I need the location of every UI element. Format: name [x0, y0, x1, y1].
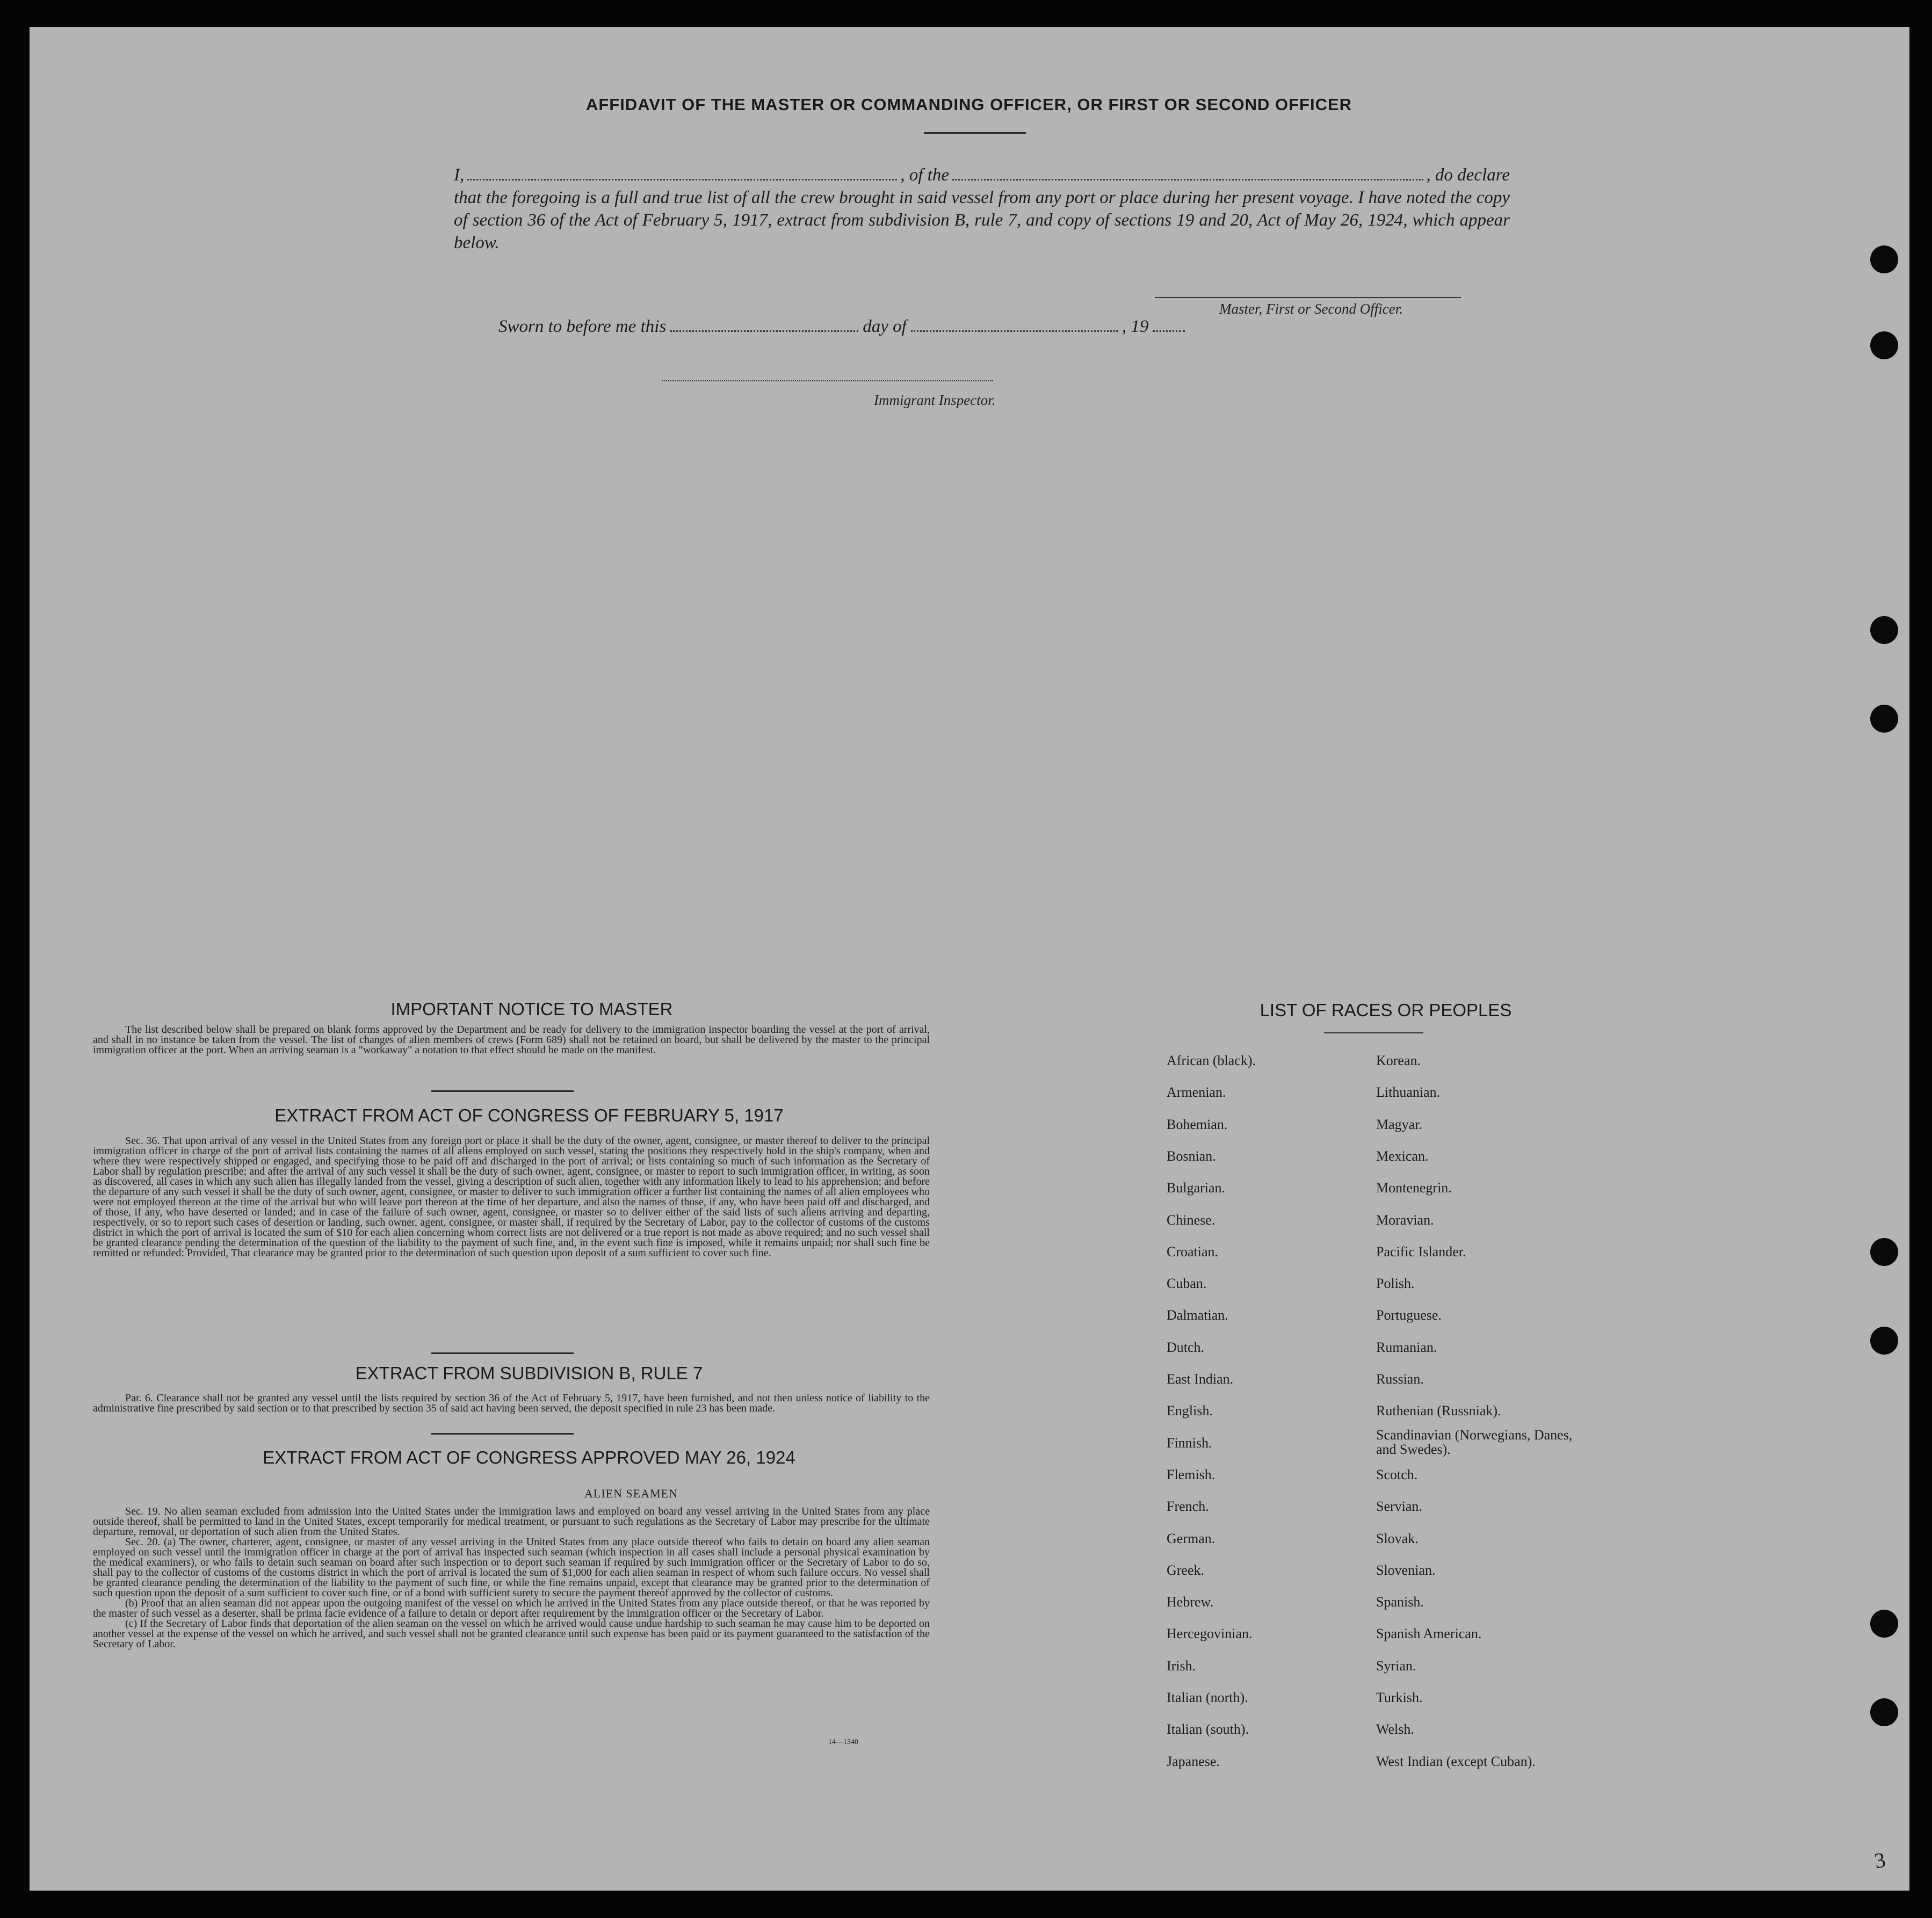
race-item: Montenegrin. — [1376, 1180, 1452, 1196]
race-item: Magyar. — [1376, 1116, 1422, 1132]
race-item: Polish. — [1376, 1276, 1415, 1292]
race-item: Hercegovinian. — [1167, 1626, 1253, 1642]
master-signature-caption: Master, First or Second Officer. — [1219, 301, 1403, 317]
race-item: Ruthenian (Russniak). — [1376, 1403, 1501, 1419]
sworn-day-blank[interactable] — [670, 317, 858, 332]
sworn-label: Sworn to before me this — [498, 317, 667, 336]
extract-1924-title: EXTRACT FROM ACT OF CONGRESS APPROVED MAY 26, 1924 — [263, 1447, 795, 1467]
alien-seamen-subtitle: ALIEN SEAMEN — [584, 1487, 678, 1500]
punch-hole — [1870, 1698, 1898, 1726]
inspector-caption: Immigrant Inspector. — [874, 392, 996, 408]
race-item: Portuguese. — [1376, 1307, 1442, 1323]
race-item: West Indian (except Cuban). — [1376, 1753, 1536, 1769]
race-item: Rumanian. — [1376, 1339, 1437, 1355]
race-item: Moravian. — [1376, 1212, 1434, 1228]
punch-hole — [1870, 705, 1898, 733]
race-item: French. — [1167, 1499, 1209, 1515]
affidavit-title: AFFIDAVIT OF THE MASTER OR COMMANDING OFFICER, OR FIRST OR SECOND OFFICER — [585, 95, 1352, 114]
race-item: Italian (north). — [1167, 1690, 1248, 1705]
year-label: , 19 — [1121, 317, 1149, 336]
vessel-blank[interactable] — [952, 166, 1423, 180]
punch-hole — [1870, 1238, 1898, 1266]
punch-hole — [1870, 245, 1898, 273]
race-item: Irish. — [1167, 1658, 1196, 1674]
race-item: Spanish American. — [1376, 1626, 1482, 1642]
sec19-text: Sec. 19. No alien seaman excluded from admission into the United States under the immigration laws and employed on board any vessel arriving in the United States from any place outside thereof, shall be permitted to land in the United States, except temporarily for medical treatment, or pursuant to such regulations as the Secretary of Labor may prescribe for the ultimate departure, removal, or deportation of such alien from the United States. — [93, 1506, 930, 1538]
race-item: Dutch. — [1167, 1339, 1205, 1355]
notice-text: The list described below shall be prepared on blank forms approved by the Department and be ready for delivery to the immigration inspector boarding the vessel at the port of arrival, and shall in no instance be taken from the vessel. The list of changes of alien members of crews (Form 689) shall not be retained on board, but shall be delivered by the master to the principal immigration officer at the port. When an arriving seaman is a "workaway" a notation to that effect should be made on the manifest. — [93, 1024, 930, 1056]
race-item: Korean. — [1376, 1053, 1421, 1068]
race-item: German. — [1167, 1530, 1215, 1546]
race-item: Greek. — [1167, 1562, 1205, 1578]
race-item: Scandinavian (Norwegians, Danes, and Swedes). — [1376, 1427, 1573, 1457]
race-item: Bulgarian. — [1167, 1180, 1226, 1196]
race-item: Italian (south). — [1167, 1721, 1249, 1738]
race-item: Bohemian. — [1167, 1116, 1228, 1132]
extract-1924-body — [93, 1507, 930, 1649]
extract-1917-text: Sec. 36. That upon arrival of any vessel in the United States from any foreign port or place it shall be the duty of the owner, agent, consignee, or master thereof to deliver to the principal immigration officer in charge of the port of arrival lists containing the names of all aliens employed on such vessel, stating the positions they respectively hold in the ship's company, when and where they were respectively shipped or engaged, and specifying those to be paid off and discharged in the port of arrival; or lists containing so much of such information as the Secretary of Labor shall by regulation prescribe; and after the arrival of any such vessel it shall be the duty of such owner, agent, consignee, or master to report to such immigration officer, in writing, as soon as discovered, all cases in which any such alien has illegally landed from the vessel, giving a description of such alien, together with any information likely to lead to his apprehension; and before the departure of any such vessel it shall be the duty of such owner, agent, consignee, or master to deliver to such immigration officer a further list containing the names of all alien employees who were not employed thereon at the time of the arrival but who will leave port thereon at the time of her departure, and also the names of those, if any, who have been paid off and discharged, and of those, if any, who have deserted or landed; and in case of the failure of such owner, agent, consignee, or master so to deliver either of the said lists of such aliens arriving and departing, respectively, or so to report such cases of desertion or landing, such owner, agent, consignee, or master shall, if required by the Secretary of Labor, pay to the collector of customs of the customs district in which the port of arrival is located the sum of $10 for each alien concerning whom correct lists are not delivered or a true report is not made as above required; and no such vessel shall be granted clearance pending the determination of the question of the liability to the payment of such fine, and, in the event such fine is imposed, while it remains unpaid; nor shall such fine be remitted or refunded: Provided, That clearance may be granted prior to the determination of such question upon deposit of a sum sufficient to cover such fine. — [93, 1135, 930, 1259]
race-item: Flemish. — [1167, 1466, 1215, 1482]
sworn-month-blank[interactable] — [911, 317, 1118, 332]
race-item: Russian. — [1376, 1371, 1424, 1387]
notice-title: IMPORTANT NOTICE TO MASTER — [390, 999, 673, 1019]
race-item: Pacific Islander. — [1376, 1243, 1466, 1260]
section-rule — [431, 1433, 574, 1435]
race-item: Dalmatian. — [1167, 1307, 1228, 1323]
race-item: Slovak. — [1376, 1530, 1419, 1546]
sec20b-text: (b) Proof that an alien seaman did not appear upon the outgoing manifest of the vessel on which he arrived in the United States from any place outside thereof, or that he was reported by the master of such vessel as a deserter, shall be prima facie evidence of a failure to detain or deport after requirement by the immigration officer or the Secretary of Labor. — [93, 1597, 930, 1619]
race-item: Turkish. — [1376, 1690, 1423, 1705]
inspector-signature-line[interactable] — [662, 380, 993, 381]
sworn-year-blank[interactable] — [1153, 317, 1185, 332]
declaration-text: that the foregoing is a full and true list of all the crew brought in said vessel from any port or place during her present voyage. I have noted the copy of section 36 of the Act of February 5, 1917, extract from subdivision B, rule 7, and copy of sections 19 and 20, Act of May 26, 1924, which appear below. — [454, 188, 1510, 252]
races-title-rule — [1324, 1032, 1423, 1033]
race-item: Hebrew. — [1167, 1594, 1214, 1610]
race-item: African (black). — [1167, 1053, 1256, 1068]
race-item: Spanish. — [1376, 1594, 1424, 1610]
sec20a-text: Sec. 20. (a) The owner, charterer, agent, consignee, or master of any vessel arriving in the United States from any place outside thereof who fails to detain on board any alien seaman employed on such vessel until the immigration officer in charge at the port of arrival has inspected such seaman (which inspection in all cases shall include a personal physical examination by the medical examiners), or who fails to detain such seaman on board after such inspection or to deport such seaman if required by such immigration officer or the Secretary of Labor to do so, shall pay to the collector of customs of the customs district in which the port of arrival is located the sum of $1,000 for each alien seaman in respect of whom such failure occurs. No vessel shall be granted clearance pending the determination of the liability to the payment of such fine, or while the fine remains unpaid, except that clearance may be granted prior to the determination of such question upon the deposit of a sum sufficient to cover such fine, or of a bond with sufficient surety to secure the payment thereof approved by the collector of customs. — [93, 1536, 930, 1599]
punch-hole — [1870, 331, 1898, 359]
form-number: 14—1340 — [828, 1738, 858, 1746]
race-item: Slovenian. — [1376, 1562, 1436, 1578]
punch-hole — [1870, 1327, 1898, 1355]
race-item: Lithuanian. — [1376, 1084, 1441, 1101]
race-item: Armenian. — [1167, 1084, 1226, 1101]
race-item: Scotch. — [1376, 1466, 1418, 1482]
race-item: Welsh. — [1376, 1721, 1414, 1738]
race-item: Syrian. — [1376, 1658, 1416, 1674]
race-item: Servian. — [1376, 1499, 1422, 1515]
races-title: LIST OF RACES OR PEOPLES — [1260, 1000, 1512, 1020]
sec20c-text: (c) If the Secretary of Labor finds that deportation of the alien seaman on the vessel on which he arrived would cause undue hardship to such seaman he may cause him to be deported on another vessel at the expense of the vessel on which he arrived, and such vessel shall not be granted clearance until such expense has been paid or its payment guaranteed to the satisfaction of the Secretary of Labor. — [93, 1618, 930, 1650]
punch-hole — [1870, 1610, 1898, 1638]
margin-mark: 3 — [1872, 1847, 1887, 1873]
extract-rule7-title: EXTRACT FROM SUBDIVISION B, RULE 7 — [355, 1363, 703, 1383]
of-the-label: , of the — [900, 165, 949, 185]
race-item: Croatian. — [1167, 1243, 1219, 1260]
master-signature-line[interactable] — [1155, 297, 1461, 298]
race-item: Japanese. — [1167, 1753, 1220, 1769]
do-declare-label: , do declare — [1426, 165, 1510, 185]
race-item: Chinese. — [1167, 1212, 1215, 1228]
race-item: Cuban. — [1167, 1276, 1207, 1292]
section-rule — [431, 1352, 574, 1354]
race-item: East Indian. — [1167, 1371, 1234, 1387]
section-rule — [431, 1090, 574, 1092]
extract-rule7-text: Par. 6. Clearance shall not be granted any vessel until the lists required by section 36 of the Act of February 5, 1917, have been furnished, and not then unless notice of liability to the administrative fine prescribed by said section or to that prescribed by section 35 of said act having been served, the deposit specified in rule 23 has been made. — [93, 1392, 930, 1414]
punch-hole — [1870, 616, 1898, 644]
day-of-label: day of — [863, 317, 907, 336]
i-label: I, — [454, 165, 465, 185]
declaration-first-line — [454, 164, 1510, 186]
title-rule — [924, 132, 1026, 134]
race-item: Bosnian. — [1167, 1148, 1216, 1164]
race-item: English. — [1167, 1403, 1213, 1419]
extract-1917-title: EXTRACT FROM ACT OF CONGRESS OF FEBRUARY 5, 1917 — [274, 1105, 784, 1125]
race-item: Mexican. — [1376, 1148, 1429, 1164]
name-blank[interactable] — [467, 166, 897, 180]
declaration-block — [454, 164, 1510, 254]
sworn-line — [498, 317, 1272, 337]
document-page — [30, 27, 1909, 1891]
race-item: Finnish. — [1167, 1435, 1212, 1451]
